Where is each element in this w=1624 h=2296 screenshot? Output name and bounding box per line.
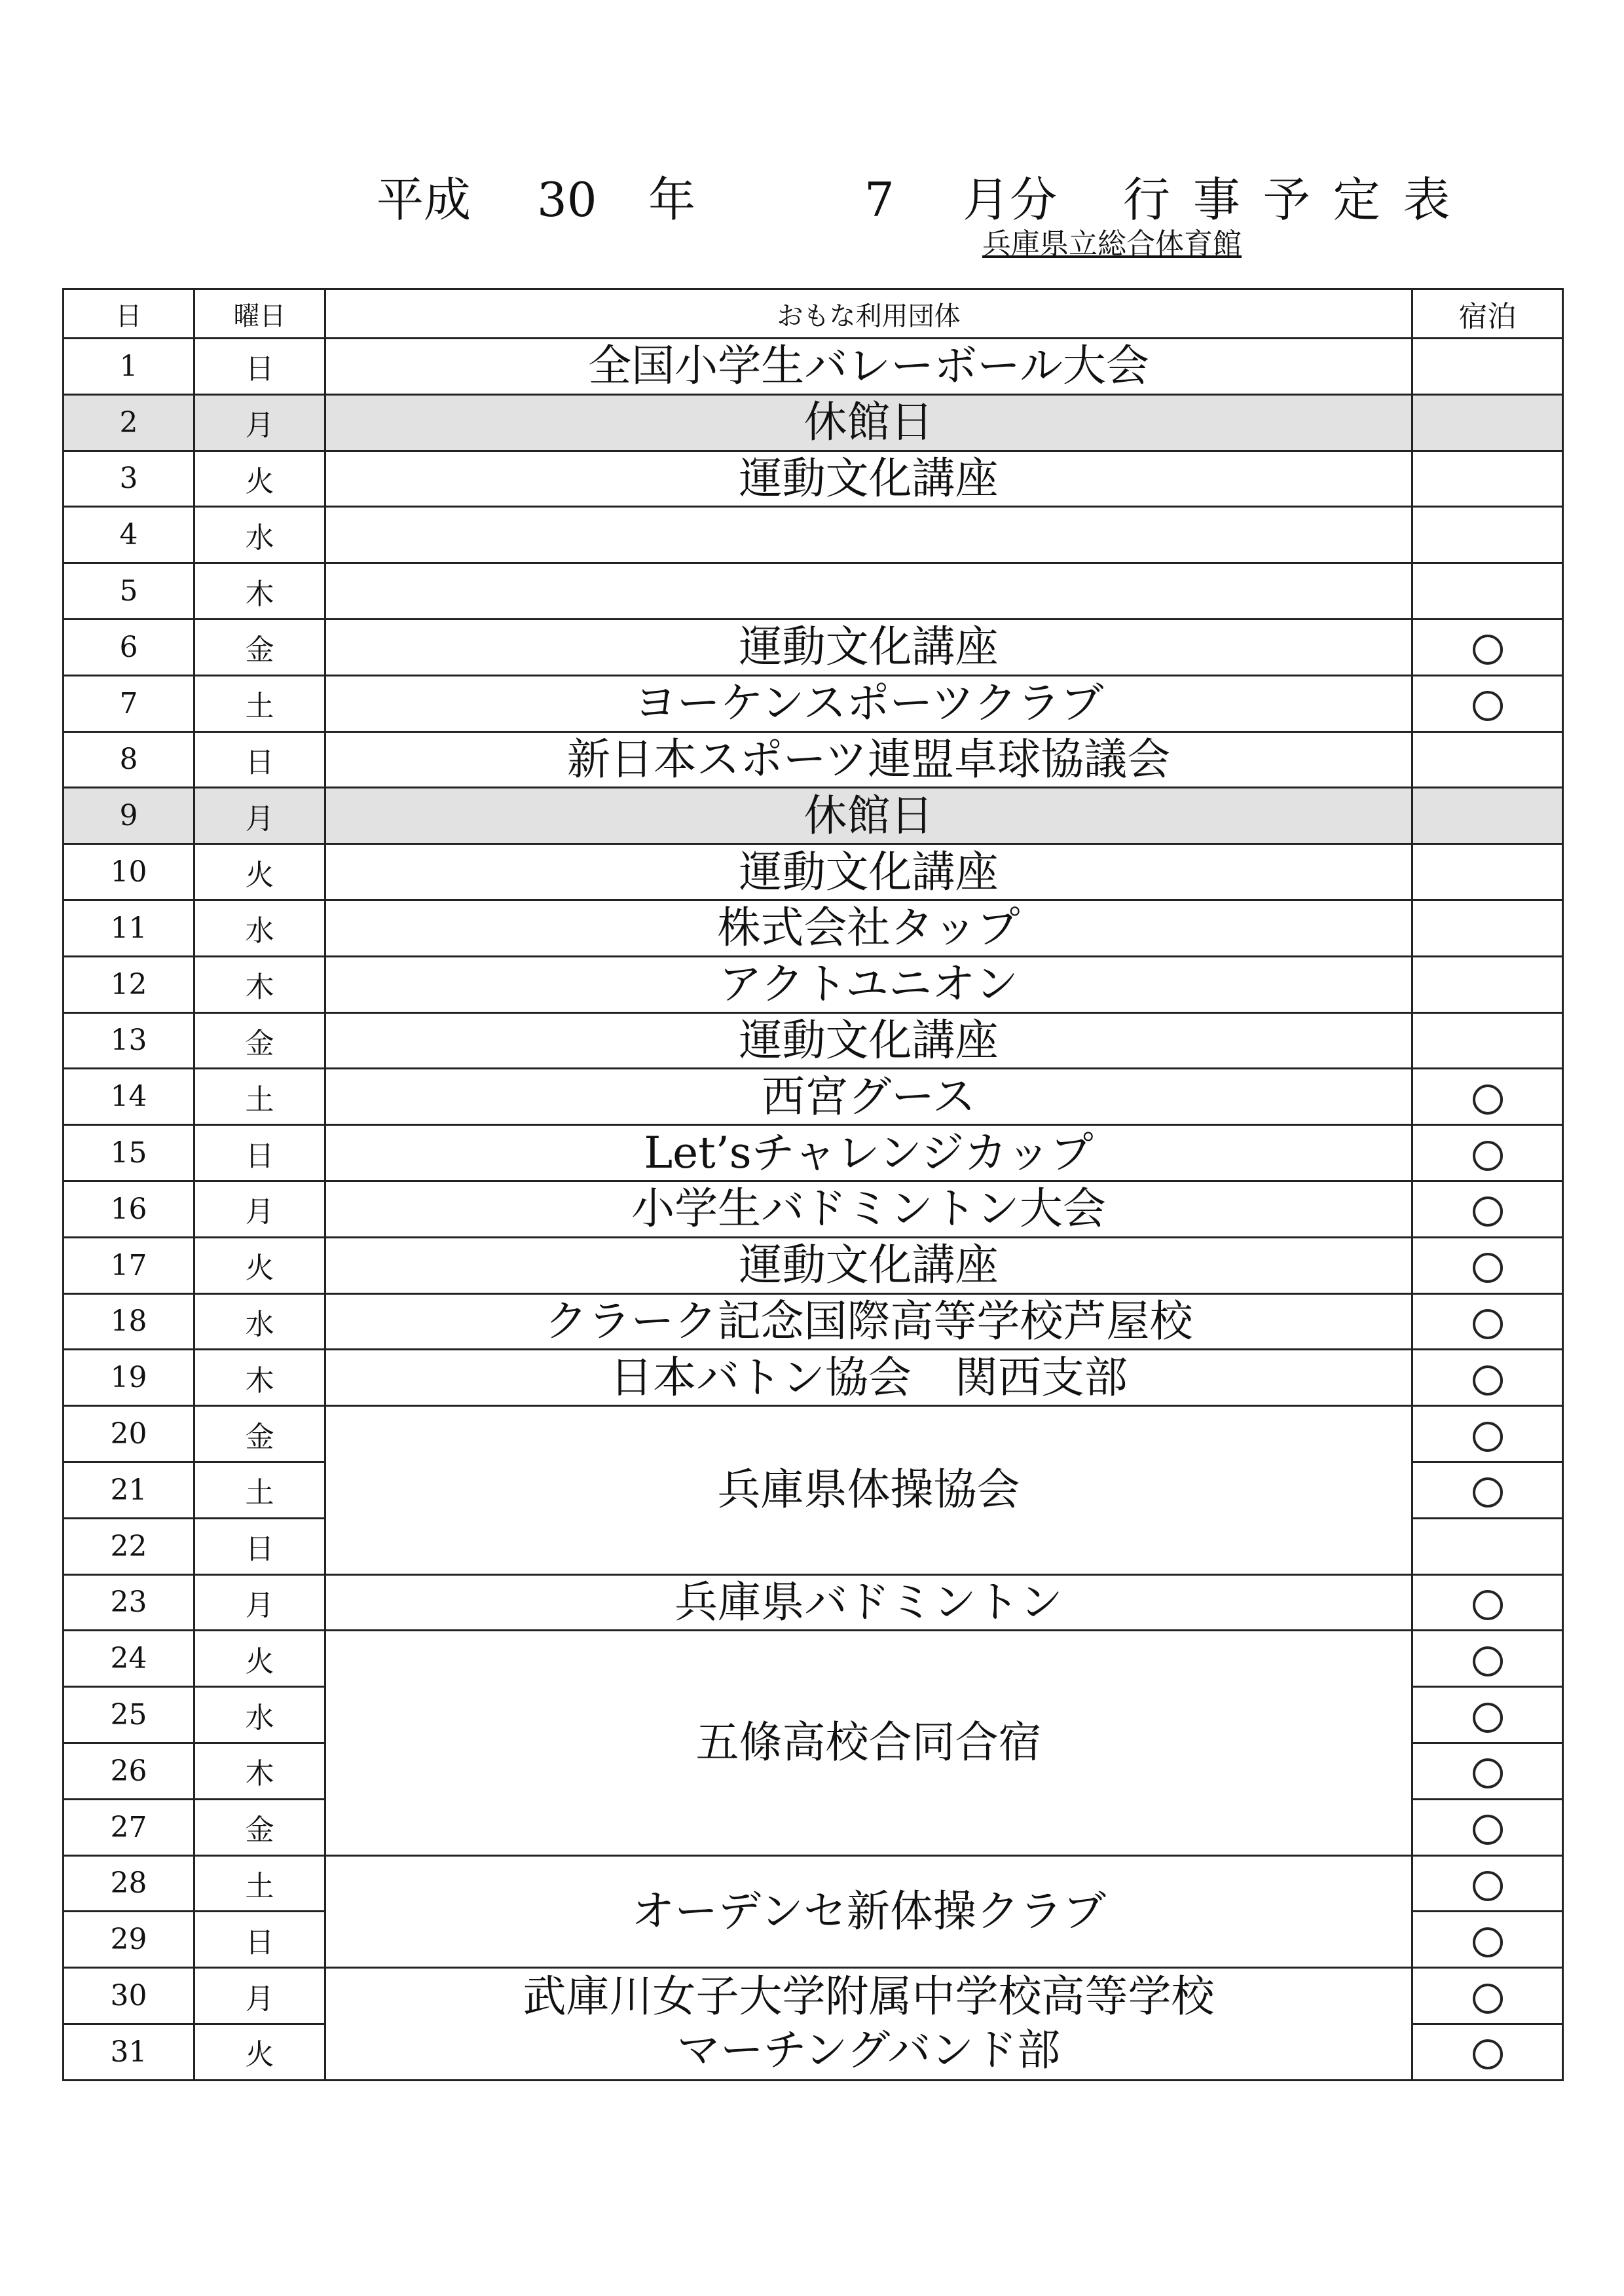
group-cell bbox=[325, 1406, 1412, 1574]
table-row bbox=[64, 1181, 1563, 1237]
lodging-cell bbox=[1412, 1912, 1563, 1968]
group-cell bbox=[325, 844, 1412, 900]
table-row bbox=[64, 731, 1563, 788]
table-row bbox=[64, 1293, 1563, 1350]
group-name: クラーク記念国際高等学校芦屋校 bbox=[544, 1295, 1193, 1346]
day-cell: 13 bbox=[64, 1012, 194, 1069]
lodging-cell bbox=[1412, 956, 1563, 1012]
table-row bbox=[64, 1125, 1563, 1181]
lodging-cell bbox=[1412, 1631, 1563, 1687]
weekday-cell: 日 bbox=[194, 731, 325, 788]
weekday-cell: 木 bbox=[194, 1743, 325, 1799]
lodging-cell bbox=[1412, 1406, 1563, 1462]
group-cell bbox=[325, 1968, 1412, 2081]
header-dow: 曜日 bbox=[194, 289, 325, 339]
day-cell: 4 bbox=[64, 507, 194, 563]
lodging-cell bbox=[1412, 1237, 1563, 1293]
lodging-cell bbox=[1412, 1687, 1563, 1743]
group-cell bbox=[325, 563, 1412, 620]
group-cell bbox=[325, 731, 1412, 788]
lodging-cell bbox=[1412, 339, 1563, 395]
weekday-cell: 月 bbox=[194, 1574, 325, 1631]
lodging-cell bbox=[1412, 2024, 1563, 2080]
table-row bbox=[64, 1406, 1563, 1462]
table-row bbox=[64, 844, 1563, 900]
title-year: 30 bbox=[537, 172, 597, 227]
lodging-cell bbox=[1412, 1518, 1563, 1574]
group-cell bbox=[325, 507, 1412, 563]
weekday-cell: 日 bbox=[194, 1125, 325, 1181]
lodging-mark-icon bbox=[1473, 1309, 1503, 1339]
group-cell bbox=[325, 1631, 1412, 1855]
lodging-mark-icon bbox=[1473, 1927, 1503, 1957]
lodging-cell bbox=[1412, 1012, 1563, 1069]
table-row bbox=[64, 1237, 1563, 1293]
group-name: 新日本スポーツ連盟卓球協議会 bbox=[566, 733, 1171, 785]
day-cell: 1 bbox=[64, 339, 194, 395]
weekday-cell: 土 bbox=[194, 1462, 325, 1518]
title-era: 平成 bbox=[377, 172, 471, 227]
weekday-cell: 木 bbox=[194, 1350, 325, 1406]
weekday-cell: 木 bbox=[194, 956, 325, 1012]
group-name: 小学生バドミントン大会 bbox=[631, 1183, 1106, 1234]
lodging-cell bbox=[1412, 1855, 1563, 1912]
table-row bbox=[64, 1855, 1563, 1912]
group-cell bbox=[325, 1237, 1412, 1293]
day-cell: 31 bbox=[64, 2024, 194, 2080]
day-cell: 11 bbox=[64, 900, 194, 956]
lodging-cell bbox=[1412, 1743, 1563, 1799]
group-cell bbox=[325, 900, 1412, 956]
group-cell bbox=[325, 619, 1412, 675]
weekday-cell: 金 bbox=[194, 1799, 325, 1855]
weekday-cell: 金 bbox=[194, 1012, 325, 1069]
lodging-mark-icon bbox=[1473, 1646, 1503, 1676]
table-row bbox=[64, 1012, 1563, 1069]
lodging-cell bbox=[1412, 394, 1563, 451]
day-cell: 30 bbox=[64, 1968, 194, 2024]
day-cell: 22 bbox=[64, 1518, 194, 1574]
title-month-unit: 月分 bbox=[963, 172, 1058, 227]
lodging-cell bbox=[1412, 1069, 1563, 1125]
day-cell: 5 bbox=[64, 563, 194, 620]
lodging-mark-icon bbox=[1473, 1871, 1503, 1901]
weekday-cell: 火 bbox=[194, 1631, 325, 1687]
group-name: 日本バトン協会 関西支部 bbox=[610, 1352, 1128, 1403]
group-cell bbox=[325, 788, 1412, 844]
lodging-cell bbox=[1412, 1125, 1563, 1181]
group-cell bbox=[325, 1293, 1412, 1350]
group-name: 休館日 bbox=[803, 790, 934, 841]
table-row bbox=[64, 394, 1563, 451]
weekday-cell: 木 bbox=[194, 563, 325, 620]
table-row bbox=[64, 956, 1563, 1012]
lodging-cell bbox=[1412, 1293, 1563, 1350]
lodging-mark-icon bbox=[1473, 2039, 1503, 2069]
lodging-mark-icon bbox=[1473, 1422, 1503, 1452]
lodging-cell bbox=[1412, 788, 1563, 844]
lodging-mark-icon bbox=[1473, 1815, 1503, 1845]
lodging-cell bbox=[1412, 731, 1563, 788]
day-cell: 10 bbox=[64, 844, 194, 900]
weekday-cell: 土 bbox=[194, 1855, 325, 1912]
group-name: アクトユニオン bbox=[718, 959, 1019, 1010]
lodging-mark-icon bbox=[1473, 1758, 1503, 1788]
table-row bbox=[64, 675, 1563, 731]
lodging-cell bbox=[1412, 844, 1563, 900]
lodging-mark-icon bbox=[1473, 1477, 1503, 1508]
title-doc: 行 事 予 定 表 bbox=[1123, 172, 1454, 227]
lodging-mark-icon bbox=[1473, 1703, 1503, 1733]
group-name: Let’sチャレンジカップ bbox=[644, 1127, 1094, 1178]
day-cell: 17 bbox=[64, 1237, 194, 1293]
group-name: 兵庫県バドミントン bbox=[674, 1576, 1063, 1627]
table-row bbox=[64, 1574, 1563, 1631]
group-cell bbox=[325, 956, 1412, 1012]
day-cell: 15 bbox=[64, 1125, 194, 1181]
lodging-cell bbox=[1412, 1181, 1563, 1237]
group-name: オーデンセ新体操クラブ bbox=[631, 1885, 1106, 1936]
group-cell bbox=[325, 1350, 1412, 1406]
lodging-cell bbox=[1412, 675, 1563, 731]
weekday-cell: 日 bbox=[194, 339, 325, 395]
weekday-cell: 水 bbox=[194, 507, 325, 563]
lodging-cell bbox=[1412, 1968, 1563, 2024]
table-row bbox=[64, 563, 1563, 620]
lodging-mark-icon bbox=[1473, 1141, 1503, 1171]
day-cell: 19 bbox=[64, 1350, 194, 1406]
weekday-cell: 火 bbox=[194, 844, 325, 900]
lodging-cell bbox=[1412, 900, 1563, 956]
group-cell bbox=[325, 1012, 1412, 1069]
group-name: 運動文化講座 bbox=[739, 453, 999, 504]
header-row bbox=[64, 289, 1563, 339]
title-year-unit: 年 bbox=[648, 172, 696, 227]
day-cell: 3 bbox=[64, 451, 194, 507]
table-row bbox=[64, 507, 1563, 563]
lodging-cell bbox=[1412, 1574, 1563, 1631]
weekday-cell: 月 bbox=[194, 1968, 325, 2024]
group-name: 五條高校合同合宿 bbox=[695, 1717, 1042, 1768]
lodging-cell bbox=[1412, 1799, 1563, 1855]
table-row bbox=[64, 1069, 1563, 1125]
lodging-mark-icon bbox=[1473, 1590, 1503, 1620]
day-cell: 20 bbox=[64, 1406, 194, 1462]
weekday-cell: 水 bbox=[194, 900, 325, 956]
weekday-cell: 月 bbox=[194, 394, 325, 451]
day-cell: 27 bbox=[64, 1799, 194, 1855]
weekday-cell: 火 bbox=[194, 1237, 325, 1293]
weekday-cell: 金 bbox=[194, 619, 325, 675]
day-cell: 21 bbox=[64, 1462, 194, 1518]
day-cell: 2 bbox=[64, 394, 194, 451]
table-row bbox=[64, 1631, 1563, 1687]
lodging-cell bbox=[1412, 1462, 1563, 1518]
group-cell bbox=[325, 675, 1412, 731]
weekday-cell: 火 bbox=[194, 2024, 325, 2080]
group-cell bbox=[325, 394, 1412, 451]
table-row bbox=[64, 339, 1563, 395]
group-name: 運動文化講座 bbox=[739, 621, 999, 673]
weekday-cell: 月 bbox=[194, 788, 325, 844]
group-name: 西宮グース bbox=[762, 1071, 976, 1122]
group-cell bbox=[325, 1125, 1412, 1181]
day-cell: 8 bbox=[64, 731, 194, 788]
group-cell bbox=[325, 339, 1412, 395]
group-cell bbox=[325, 1181, 1412, 1237]
weekday-cell: 土 bbox=[194, 675, 325, 731]
weekday-cell: 日 bbox=[194, 1912, 325, 1968]
table-row bbox=[64, 451, 1563, 507]
lodging-mark-icon bbox=[1473, 691, 1503, 721]
day-cell: 12 bbox=[64, 956, 194, 1012]
group-name: 運動文化講座 bbox=[739, 846, 999, 897]
weekday-cell: 水 bbox=[194, 1687, 325, 1743]
group-cell bbox=[325, 1855, 1412, 1968]
day-cell: 9 bbox=[64, 788, 194, 844]
day-cell: 28 bbox=[64, 1855, 194, 1912]
lodging-cell bbox=[1412, 451, 1563, 507]
table-row bbox=[64, 619, 1563, 675]
facility-name: 兵庫県立総合体育館 bbox=[982, 227, 1242, 261]
title-month: 7 bbox=[864, 172, 895, 227]
lodging-cell bbox=[1412, 619, 1563, 675]
group-name: ヨーケンスポーツクラブ bbox=[633, 678, 1104, 729]
lodging-mark-icon bbox=[1473, 635, 1503, 665]
schedule-body bbox=[64, 339, 1563, 2081]
lodging-mark-icon bbox=[1473, 1196, 1503, 1227]
day-cell: 25 bbox=[64, 1687, 194, 1743]
table-row bbox=[64, 900, 1563, 956]
lodging-mark-icon bbox=[1473, 1365, 1503, 1396]
group-name: 株式会社タップ bbox=[717, 902, 1020, 954]
lodging-mark-icon bbox=[1473, 1984, 1503, 2014]
group-name: 兵庫県体操協会 bbox=[717, 1464, 1020, 1515]
group-name: 全国小学生バレーボール大会 bbox=[588, 341, 1149, 392]
header-day: 日 bbox=[64, 289, 194, 339]
group-name: 運動文化講座 bbox=[739, 1240, 999, 1291]
group-cell bbox=[325, 451, 1412, 507]
group-name: 休館日 bbox=[803, 397, 934, 448]
weekday-cell: 月 bbox=[194, 1181, 325, 1237]
weekday-cell: 土 bbox=[194, 1069, 325, 1125]
table-row bbox=[64, 788, 1563, 844]
weekday-cell: 火 bbox=[194, 451, 325, 507]
group-cell bbox=[325, 1069, 1412, 1125]
day-cell: 23 bbox=[64, 1574, 194, 1631]
group-name: マーチングバンド部 bbox=[676, 2025, 1061, 2076]
header-group: おもな利用団体 bbox=[325, 289, 1412, 339]
lodging-mark-icon bbox=[1473, 1253, 1503, 1283]
day-cell: 7 bbox=[64, 675, 194, 731]
lodging-cell bbox=[1412, 563, 1563, 620]
group-name: 運動文化講座 bbox=[739, 1014, 999, 1065]
day-cell: 29 bbox=[64, 1912, 194, 1968]
table-row bbox=[64, 1968, 1563, 2024]
lodging-cell bbox=[1412, 1350, 1563, 1406]
day-cell: 6 bbox=[64, 619, 194, 675]
group-cell bbox=[325, 1574, 1412, 1631]
day-cell: 18 bbox=[64, 1293, 194, 1350]
weekday-cell: 水 bbox=[194, 1293, 325, 1350]
weekday-cell: 日 bbox=[194, 1518, 325, 1574]
day-cell: 16 bbox=[64, 1181, 194, 1237]
weekday-cell: 金 bbox=[194, 1406, 325, 1462]
group-name: 武庫川女子大学附属中学校高等学校 bbox=[523, 1971, 1215, 2022]
day-cell: 14 bbox=[64, 1069, 194, 1125]
header-lodging: 宿泊 bbox=[1412, 289, 1563, 339]
lodging-cell bbox=[1412, 507, 1563, 563]
day-cell: 24 bbox=[64, 1631, 194, 1687]
lodging-mark-icon bbox=[1473, 1084, 1503, 1115]
page-title bbox=[377, 164, 1542, 236]
schedule-table bbox=[62, 288, 1564, 2081]
table-row bbox=[64, 1350, 1563, 1406]
day-cell: 26 bbox=[64, 1743, 194, 1799]
